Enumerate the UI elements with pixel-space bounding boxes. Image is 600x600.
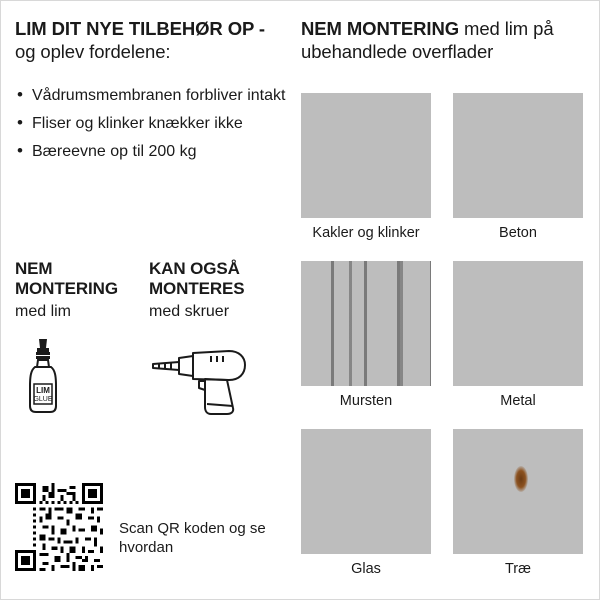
swatch-tiles: [301, 93, 431, 242]
swatch-glass-image: [301, 429, 431, 554]
swatch-tiles-label: Kakler og klinker: [312, 225, 420, 241]
swatch-wood-image: [453, 429, 583, 554]
list-item: • Vådrumsmembranen forbliver intakt: [15, 85, 287, 106]
list-item: • Fliser og klinker knækker ikke: [15, 113, 287, 134]
method-glue: [15, 259, 145, 416]
swatch-tiles-image: [301, 93, 431, 218]
swatch-concrete-image: [453, 93, 583, 218]
glue-label-bottom: GLUE: [33, 396, 53, 403]
method-glue-subtitle: med lim: [15, 303, 72, 320]
list-item: • Bæreevne op til 200 kg: [15, 141, 287, 162]
left-headline-rest: og oplev fordelene:: [15, 41, 171, 62]
method-glue-title: NEM MONTERING: [15, 259, 118, 298]
swatch-brick: [301, 261, 431, 410]
glue-bottle-icon: [15, 336, 145, 416]
left-column: [15, 17, 287, 169]
swatch-concrete-label: Beton: [499, 225, 537, 241]
swatch-brick-label: Mursten: [339, 393, 393, 409]
swatch-metal-label: Metal: [500, 393, 536, 409]
qr-caption: Scan QR koden og se hvordan: [119, 520, 266, 556]
right-headline-bold: NEM MONTERING: [301, 18, 460, 39]
swatch-glass: [301, 429, 431, 578]
left-headline-bold: LIM DIT NYE TILBEHØR OP -: [15, 18, 265, 39]
method-screws-title: KAN OGSÅ MONTERES: [149, 259, 245, 298]
drill-icon: [149, 336, 289, 416]
left-headline: [15, 17, 287, 63]
method-screws-subtitle: med skruer: [149, 303, 230, 320]
qr-code-icon[interactable]: [15, 483, 103, 571]
swatch-brick-image: [301, 261, 431, 386]
swatch-wood: [453, 429, 583, 578]
benefits-list: [15, 85, 287, 162]
right-column: [301, 17, 591, 63]
swatch-concrete: [453, 93, 583, 242]
wood-knot: [514, 466, 528, 492]
swatch-wood-label: Træ: [504, 561, 532, 577]
swatch-glass-label: Glas: [351, 561, 381, 577]
swatch-metal-image: [453, 261, 583, 386]
method-screws: [149, 259, 289, 416]
glue-label-top: LIM: [36, 386, 50, 395]
right-headline: [301, 17, 591, 63]
swatch-metal: [453, 261, 583, 410]
right-headline-rest: med lim på ubehandlede overflader: [301, 18, 554, 62]
